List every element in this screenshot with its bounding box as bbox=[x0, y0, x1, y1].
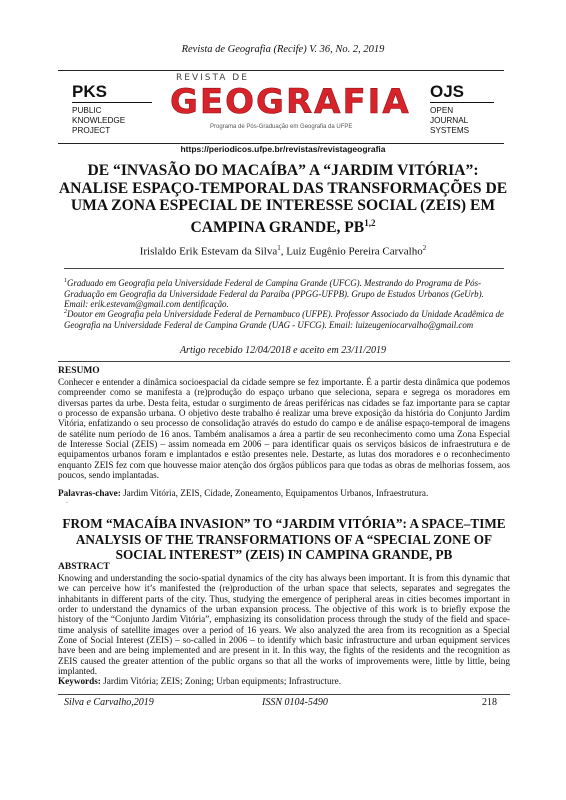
divider-mid bbox=[58, 361, 510, 362]
stray-dot: . bbox=[66, 496, 68, 505]
pks-logo-title: PKS bbox=[72, 82, 107, 101]
journal-citation: Revista de Geografia (Recife) V. 36, No. 2, 2019 bbox=[181, 44, 385, 55]
pks-rule bbox=[72, 102, 152, 103]
ojs-logo-title: OJS bbox=[430, 82, 465, 101]
journal-url[interactable]: https://periodicos.ufpe.br/revistas/revistageografia bbox=[180, 144, 386, 154]
footer-rule bbox=[58, 694, 510, 695]
journal-logo: GEOGRAFIA bbox=[170, 82, 411, 122]
author-2: Luiz Eugênio Pereira Carvalho bbox=[286, 245, 423, 258]
article-title-pt: DE “INVASÃO DO MACAÍBA” A “JARDIM VITÓRIA”: ANALISE ESPAÇO-TEMPORAL DAS TRANSFORMAÇÕES DE UMA ZONA ESPECIAL DE INTERESSE SOCIAL (ZEIS) EM CAMPINA GRANDE, PB$^{1,2}$ bbox=[58, 162, 508, 236]
resumo-heading: RESUMO bbox=[58, 366, 100, 376]
keywords: Keywords: Jardim Vitória; ZEIS; Zoning; Urban equipments; Infrastructure. bbox=[58, 676, 342, 686]
footer-authors: Silva e Carvalho,2019 bbox=[64, 697, 154, 708]
abstract-heading: ABSTRACT bbox=[58, 562, 110, 572]
received-date: Artigo recebido 12/04/2018 e aceito em 23/11/2019 bbox=[179, 345, 387, 356]
resumo-text: Conhecer e entender a dinâmica socioespacial da cidade sempre se fez importante. É a partir desta dinâmica que podemos compreender como se manifesta a (re)produção do espaço urbano que seleciona, separa e segrega os moradores em diversas partes da urbe. Desta feita, estudar o surgimento de áreas periféricas nas cidades se faz importante para se captar o processo de expansão urbana. O objetivo deste trabalho é realizar uma breve exposição da história do Conjunto Jardim Vitória, enfatizando o seu processo de consolidação através do estudo do campo e de análise espaço-temporal de imagens de satélite num período de 16 anos. Também analisamos a área a partir de seu reconhecimento como uma Zona Especial de Interesse Social (ZEIS) – assim nomeada em 2006 – para identificar quais os serviços básicos de infraestrutura e de equipamentos urbanos foram e implantados e estão presentes nele. Destarte, as lutas dos moradores e o reconhecimento enquanto ZEIS fez com que houvesse maior atenção dos órgãos públicos para que todas as obras de melhorias fossem, aos poucos, sendo implantadas. bbox=[58, 377, 510, 481]
journal-logo-tagline: Programa de Pós-Graduação em Geografia da UFPE bbox=[210, 124, 353, 130]
abstract-text: Knowing and understanding the socio-spatial dynamics of the city has always been important. It is from this dynamic that we can perceive how it’s manifested the (re)production of the urban space that selects, separates and segregates the inhabitants in different parts of the city. Thus, studying the emergence of peripheral areas in cities becomes important in order to understand the dynamics of the urban expansion process. The objective of this work is to briefly expose the history of the “Conjunto Jardim Vitória”, emphasizing its consolidation process through the study of the field and space-time analysis of satellite images over a period of 16 years. We also analyzed the area from its recognition as a Special Zone of Social Interest (ZEIS) – so-called in 2006 – to identify which basic infrastructure and urban equipment services have been and are being implemented and are present in it. In this way, the fights of the residents and the recognition as ZEIS caused the greater attention of the public organs so that all the works of improvements were, little by little, being implanted. bbox=[58, 573, 510, 677]
page-number: 218 bbox=[482, 697, 497, 708]
author-1: Irislaldo Erik Estevam da Silva bbox=[139, 245, 278, 258]
affiliation-2: $^2$Doutor em Geografia pela Universidade Federal de Pernambuco (UFPE). Professor Associado da Unidade Acadêmica de Geografia na Universidade Federal de Campina Grande (UAG - UFCG). Email: luizeugeniocarvalho@gmail.com bbox=[64, 308, 504, 330]
authors-line: Irislaldo Erik Estevam da Silva$^1$, Luiz Eugênio Pereira Carvalho$^2$ bbox=[139, 244, 427, 258]
footer-issn: ISSN 0104-5490 bbox=[262, 697, 328, 708]
affiliation-1: $^1$Graduado em Geografia pela Universidade Federal de Campina Grande (UFCG). Mestrando do Programa de Pós-Graduação em Geografia da Universidade Federal da Paraíba (PPGG-UFPB). Grupo de Estudos Urbanos (GeUrb). Email: erik.estevam@gmail.com dentificação. bbox=[64, 277, 484, 310]
ojs-rule bbox=[430, 102, 494, 103]
ojs-logo-subtitle: OPEN JOURNAL SYSTEMS bbox=[430, 106, 470, 135]
pks-logo-subtitle: PUBLIC KNOWLEDGE PROJECT bbox=[72, 106, 126, 135]
palavras-chave: Palavras-chave: Jardim Vitória, ZEIS, Cidade, Zoneamento, Equipamentos Urbanos, Infraestrutura. bbox=[58, 488, 429, 498]
article-title-en: FROM “MACAÍBA INVASION” TO “JARDIM VITÓRIA”: A SPACE–TIME ANALYSIS OF THE TRANSFORMATIONS OF A “SPECIAL ZONE OF SOCIAL INTEREST” (ZEIS) IN CAMPINA GRANDE, PB bbox=[62, 516, 506, 562]
journal-logo-top: REVISTA DE bbox=[176, 73, 249, 83]
divider-top bbox=[64, 268, 504, 269]
